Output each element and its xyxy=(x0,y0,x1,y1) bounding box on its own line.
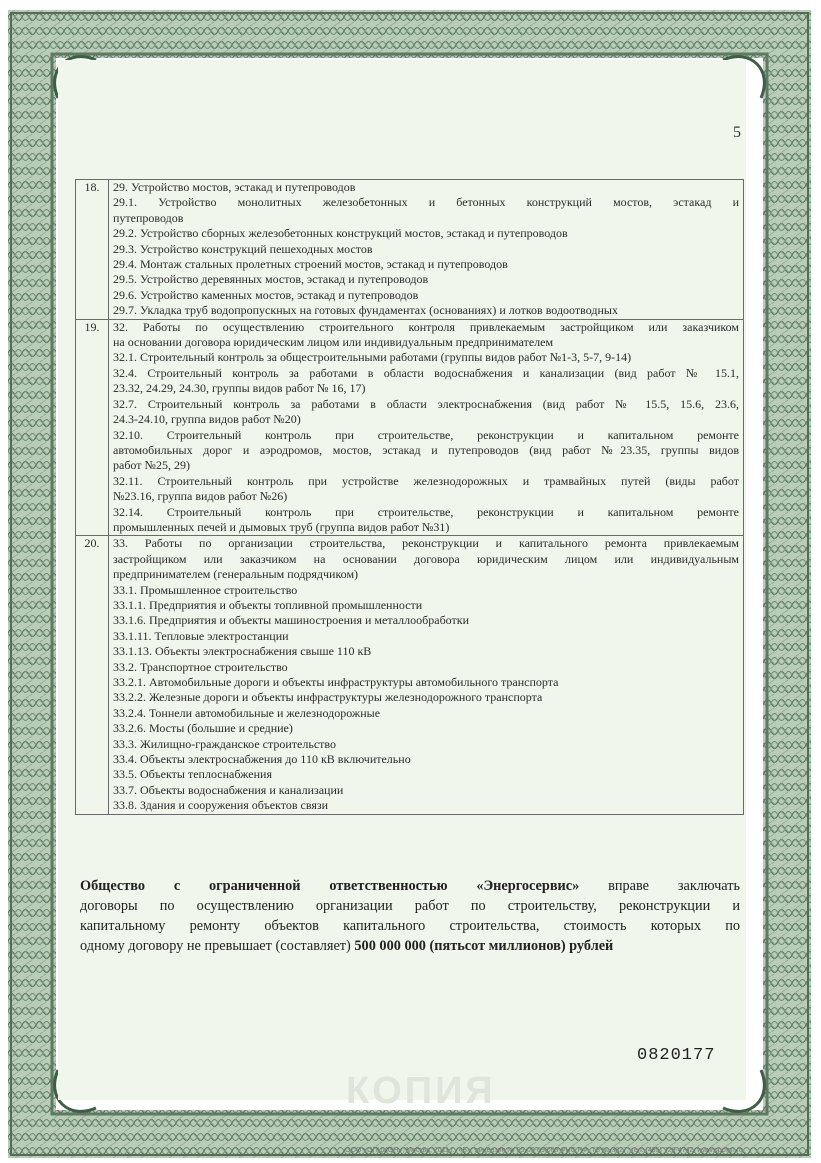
work-item-line: 33.1.13. Объекты электроснабжения свыше 110 кВ xyxy=(113,644,372,659)
work-item-line: 29.7. Укладка труб водопропускных на готовых фундаментах (основаниях) и лотков водоотводных xyxy=(113,303,618,318)
works-table xyxy=(75,179,744,815)
row-number: 19. xyxy=(76,319,109,536)
printer-footer: ООО «ОПЦИОН», Москва, 2011 г., «Б», лицензия № 05-05-09/003 ФНС РФ, ТЗ № 3827, тел. (495) 726-4742, www.opcion.ru xyxy=(345,1147,743,1154)
work-item-line: 29.6. Устройство каменных мостов, эстакад и путепроводов xyxy=(113,287,419,302)
work-item-line: 32.4. Строительный контроль за работами в области водоснабжения и канализации (вид работ № 15.1, xyxy=(113,365,739,380)
statement-line xyxy=(80,876,740,896)
row-works xyxy=(109,536,744,814)
statement-bold-text: Общество с ограниченной ответственностью «Энергосервис» xyxy=(80,878,580,894)
work-item-line: 29.2. Устройство сборных железобетонных конструкций мостов, эстакад и путепроводов xyxy=(113,226,568,241)
work-item-line: №23.16, группа видов работ №26) xyxy=(113,489,288,504)
row-number: 20. xyxy=(76,536,109,814)
work-item-line: 23.32, 24.29, 24.30, группы видов работ № 16, 17) xyxy=(113,381,366,396)
work-item-line: 33.1.11. Тепловые электростанции xyxy=(113,628,289,643)
work-item-line: 29.3. Устройство конструкций пешеходных мостов xyxy=(113,241,373,256)
permission-statement xyxy=(80,876,740,956)
work-item-line: 33.2.1. Автомобильные дороги и объекты инфраструктуры автомобильного транспорта xyxy=(113,675,559,689)
table-row xyxy=(76,180,744,320)
work-item-line: 29.1. Устройство монолитных железобетонных и бетонных конструкций мостов, эстакад и xyxy=(113,195,739,210)
work-item-line: 29.4. Монтаж стальных пролетных строений мостов, эстакад и путепроводов xyxy=(113,257,508,272)
work-item-line: застройщиком или заказчиком на основании договора юридическим лицом или индивидуальным xyxy=(113,551,739,566)
work-item-line: 33.1.6. Предприятия и объекты машиностроения и металлообработки xyxy=(113,613,470,628)
work-item-line: 33.1. Промышленное строительство xyxy=(113,582,298,597)
work-item-line: 32.14. Строительный контроль при строительстве, реконструкции и капитальном ремонте xyxy=(113,504,739,519)
row-number: 18. xyxy=(76,180,109,320)
work-item-line: 32.11. Строительный контроль при устройстве железнодорожных и трамвайных путей (виды работ xyxy=(113,473,739,488)
work-item-line: 33.2.4. Тоннели автомобильные и железнодорожные xyxy=(113,705,381,720)
work-item-line: автомобильных дорог и аэродромов, мостов, эстакад и путепроводов (вид работ №23.35, группы видов xyxy=(113,442,739,457)
copy-stamp: КОПИЯ xyxy=(346,1070,496,1112)
work-item-line: 33.1.1. Предприятия и объекты топливной промышленности xyxy=(113,597,423,612)
work-item-line: 33.4. Объекты электроснабжения до 110 кВ включительно xyxy=(113,752,411,767)
work-item-line: работ №25, 29) xyxy=(113,458,190,473)
work-item-line: 33.7. Объекты водоснабжения и канализации xyxy=(113,782,344,797)
work-item-line: на основании договора юридическим лицом или индивидуальным предпринимателем xyxy=(113,335,554,350)
statement-text: одному договору не превышает (составляет) xyxy=(80,938,355,954)
work-item-line: промышленных печей и дымовых труб (группа видов работ №31) xyxy=(113,519,450,534)
page-number: 5 xyxy=(733,124,741,141)
statement-text: капитальному ремонту объектов капитального строительства, стоимость которых по xyxy=(80,918,740,934)
statement-line xyxy=(80,916,740,936)
work-item-line: 33.2.6. Мосты (большие и средние) xyxy=(113,721,293,736)
row-works xyxy=(109,319,744,536)
work-item-line: 29.5. Устройство деревянных мостов, эстакад и путепроводов xyxy=(113,272,429,287)
work-item-line: 29. Устройство мостов, эстакад и путепроводов xyxy=(113,180,356,194)
statement-bold-text: 500 000 000 (пятьсот миллионов) рублей xyxy=(354,938,614,954)
statement-text: договоры по осуществлению организации работ по строительству, реконструкции и xyxy=(80,898,740,914)
work-item-line: предпринимателем (генеральным подрядчиком) xyxy=(113,567,359,582)
work-item-line: 32. Работы по осуществлению строительного контроля привлекаемым застройщиком или заказчиком xyxy=(113,319,739,334)
table-row xyxy=(76,319,744,536)
work-item-line: 32.10. Строительный контроль при строительстве, реконструкции и капитальном ремонте xyxy=(113,427,739,442)
row-works xyxy=(109,180,744,320)
table-row xyxy=(76,536,744,814)
work-item-line: 32.1. Строительный контроль за общестроительными работами (группы видов работ №1-3, 5-7, 9-14) xyxy=(113,350,632,365)
work-item-line: путепроводов xyxy=(113,210,184,225)
work-item-line: 24.3-24.10, группа видов работ №20) xyxy=(113,412,301,427)
work-item-line: 33. Работы по организации строительства, реконструкции и капитального ремонта привлекаемым xyxy=(113,536,739,551)
work-item-line: 32.7. Строительный контроль за работами в области электроснабжения (вид работ № 15.5, 15.6, 23.6, xyxy=(113,396,739,411)
statement-text: вправе заключать xyxy=(579,878,741,894)
statement-line xyxy=(80,896,740,916)
work-item-line: 33.2.2. Железные дороги и объекты инфраструктуры железнодорожного транспорта xyxy=(113,690,543,705)
work-item-line: 33.5. Объекты теплоснабжения xyxy=(113,767,272,782)
statement-line xyxy=(80,936,740,956)
serial-number: 0820177 xyxy=(637,1046,716,1065)
work-item-line: 33.8. Здания и сооружения объектов связи xyxy=(113,798,329,813)
work-item-line: 33.3. Жилищно-гражданское строительство xyxy=(113,736,336,751)
work-item-line: 33.2. Транспортное строительство xyxy=(113,659,288,674)
